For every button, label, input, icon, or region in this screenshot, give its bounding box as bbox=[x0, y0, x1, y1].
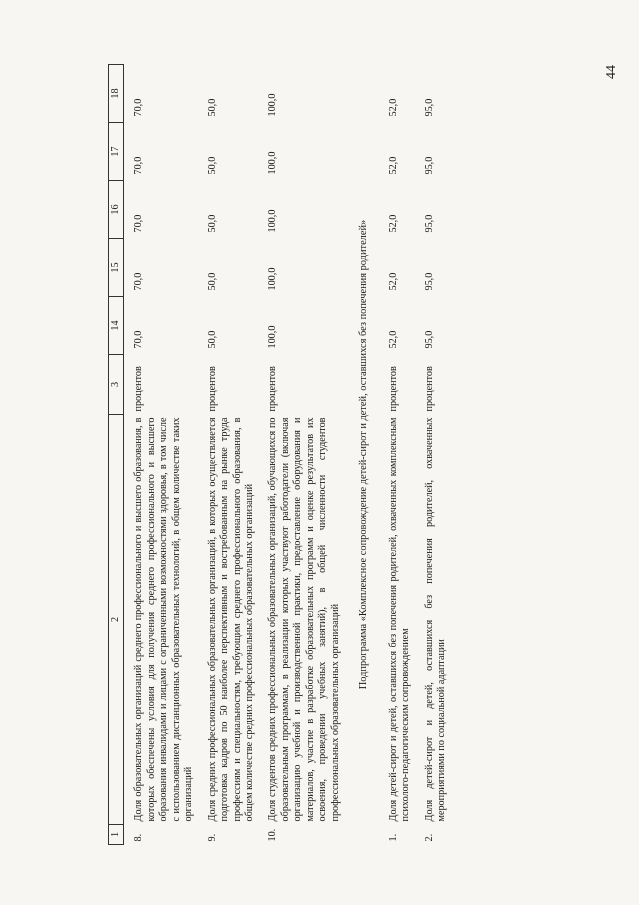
value-cell: 52,0 bbox=[387, 214, 399, 233]
value-cell: 100,0 bbox=[267, 209, 279, 233]
unit-cell: процентов bbox=[423, 366, 435, 412]
indicator-text: Доля детей-сирот и детей, оставшихся без попечения родителей, охваченных комплексным психолого-педагогическим сопровождением bbox=[387, 417, 412, 822]
page-number: 44 bbox=[604, 65, 619, 79]
value-cell: 95,0 bbox=[423, 330, 435, 349]
row-number: 9. bbox=[206, 833, 218, 842]
table-row bbox=[124, 65, 198, 845]
section-title-row bbox=[344, 65, 379, 845]
value-cell: 95,0 bbox=[423, 156, 435, 175]
value-cell: 100,0 bbox=[267, 151, 279, 175]
value-cell: 52,0 bbox=[387, 272, 399, 291]
header-cell: 1 bbox=[109, 825, 124, 845]
value-cell: 70,0 bbox=[133, 272, 145, 291]
header-cell: 14 bbox=[109, 297, 124, 355]
header-cell: 16 bbox=[109, 181, 124, 239]
indicator-text: Доля средних профессиональных образовательных организаций, в которых осуществляется подготовка кадров по 50 наиболее перспективным и востребованным на рынке труда профессиям и специальностям, требующим среднего профессионального образования, в общем количестве средних профессиональных образовательных организаций bbox=[206, 417, 255, 822]
value-cell: 70,0 bbox=[133, 214, 145, 233]
rotated-table-container bbox=[108, 65, 608, 845]
table-row bbox=[415, 65, 451, 845]
value-cell: 50,0 bbox=[206, 98, 218, 117]
value-cell: 50,0 bbox=[206, 272, 218, 291]
unit-cell: процентов bbox=[387, 366, 399, 412]
header-cell: 15 bbox=[109, 239, 124, 297]
value-cell: 52,0 bbox=[387, 156, 399, 175]
table-row bbox=[198, 65, 259, 845]
indicators-table bbox=[108, 64, 450, 845]
value-cell: 70,0 bbox=[133, 156, 145, 175]
indicator-text: Доля студентов средних профессиональных образовательных организаций, обучающихся по образовательным программам, в реализации которых участвуют работодатели (включая организацию учебной и производственной практики, предоставление оборудования и материалов, участие в разработке образовательных программ и оценке результатов их освоения, проведении учебных занятий), в общей численности студентов профессиональных образовательных организаций bbox=[267, 417, 341, 822]
unit-cell: процентов bbox=[206, 366, 218, 412]
table-row bbox=[379, 65, 415, 845]
value-cell: 95,0 bbox=[423, 272, 435, 291]
header-cell: 17 bbox=[109, 123, 124, 181]
value-cell: 52,0 bbox=[387, 330, 399, 349]
section-title: Подпрограмма «Комплексное сопровождение детей-сирот и детей, оставшихся без попечения родителей» bbox=[358, 219, 369, 690]
value-cell: 52,0 bbox=[387, 98, 399, 117]
indicator-text: Доля образовательных организаций среднего профессионального и высшего образования, в которых обеспечены условия для получения среднего профессионального и высшего образования инвалидами и лицами с ограниченными возможностями здоровья, в том числе с использованием дистанционных образовательных технологий, в общем количестве таких организаций bbox=[133, 417, 195, 822]
table-header-row bbox=[109, 65, 124, 845]
value-cell: 70,0 bbox=[133, 98, 145, 117]
header-cell: 18 bbox=[109, 65, 124, 123]
row-number: 8. bbox=[133, 833, 145, 842]
row-number: 2. bbox=[423, 833, 435, 842]
value-cell: 50,0 bbox=[206, 156, 218, 175]
value-cell: 95,0 bbox=[423, 98, 435, 117]
table-row bbox=[258, 65, 344, 845]
value-cell: 100,0 bbox=[267, 93, 279, 117]
row-number: 1. bbox=[387, 833, 399, 842]
unit-cell: процентов bbox=[267, 366, 279, 412]
value-cell: 100,0 bbox=[267, 267, 279, 291]
value-cell: 100,0 bbox=[267, 325, 279, 349]
unit-cell: процентов bbox=[133, 366, 145, 412]
value-cell: 95,0 bbox=[423, 214, 435, 233]
row-number: 10. bbox=[267, 828, 279, 842]
value-cell: 70,0 bbox=[133, 330, 145, 349]
value-cell: 50,0 bbox=[206, 330, 218, 349]
header-cell: 3 bbox=[109, 355, 124, 415]
header-cell: 2 bbox=[109, 415, 124, 825]
value-cell: 50,0 bbox=[206, 214, 218, 233]
indicator-text: Доля детей-сирот и детей, оставшихся без попечения родителей, охваченных мероприятиями по социальной адаптации bbox=[423, 417, 447, 822]
